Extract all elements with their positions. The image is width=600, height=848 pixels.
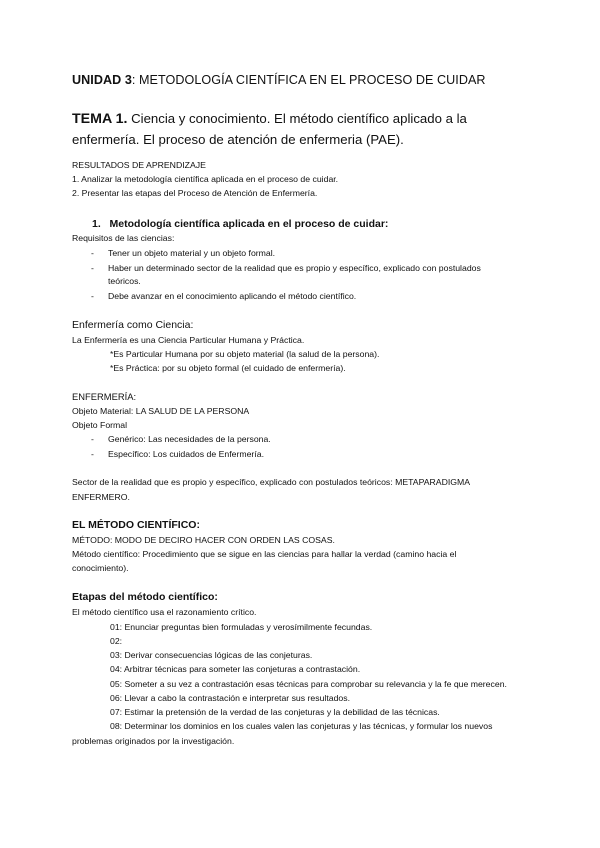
outcome-item: 1. Analizar la metodología científica aplicada en el proceso de cuidar. — [72, 174, 339, 184]
stages-intro: El método científico usa el razonamiento crítico. — [72, 607, 257, 617]
scientific-method-definition-continued: conocimiento). — [72, 563, 129, 573]
formal-object-item: Genérico: Las necesidades de la persona. — [108, 434, 271, 444]
section1-number: 1. — [92, 218, 101, 230]
stage-item: 05: Someter a su vez a contrastación esas técnicas para comprobar su relevancia y la fe que merecen. — [110, 679, 507, 689]
scientific-method-definition: Método científico: Procedimiento que se sigue en las ciencias para hallar la verdad (camino hacia el — [72, 549, 457, 559]
stage-item: 08: Determinar los dominios en los cuales valen las conjeturas y las técnicas, y formular los nuevos — [110, 721, 493, 731]
outcomes-heading: RESULTADOS DE APRENDIZAJE — [72, 160, 206, 170]
topic-label: TEMA 1. — [72, 111, 128, 127]
requirement-item: Haber un determinado sector de la realidad que es propio y específico, explicado con postulados — [108, 263, 481, 273]
stage-item: 07: Estimar la pretensión de la verdad de las conjeturas y la debilidad de las técnicas. — [110, 707, 440, 717]
bullet-dash: - — [91, 449, 94, 459]
method-definition: MÉTODO: MODO DE DECIRO HACER CON ORDEN LAS COSAS. — [72, 535, 335, 545]
science-point: *Es Particular Humana por su objeto material (la salud de la persona). — [110, 349, 380, 359]
stage-item: 04: Arbitrar técnicas para someter las conjeturas a contrastación. — [110, 664, 361, 674]
outcome-item: 2. Presentar las etapas del Proceso de Atención de Enfermería. — [72, 188, 318, 198]
unit-title: : METODOLOGÍA CIENTÍFICA EN EL PROCESO DE CUIDAR — [131, 73, 486, 87]
formal-object-item: Específico: Los cuidados de Enfermería. — [108, 449, 264, 459]
topic-title: Ciencia y conocimiento. El método científico aplicado a la enfermería. El proceso de atención de enfermeria (PAE). — [72, 111, 467, 147]
sector-text-continued: ENFERMERO. — [72, 492, 130, 502]
formal-object: Objeto Formal — [72, 420, 128, 430]
stage-item: 03: Derivar consecuencias lógicas de las conjeturas. — [110, 650, 313, 660]
bullet-dash: - — [91, 248, 94, 258]
sector-text: Sector de la realidad que es propio y específico, explicado con postulados teóricos: METAPARADIGMA — [72, 477, 471, 487]
requirement-item: Tener un objeto material y un objeto formal. — [108, 248, 276, 258]
stage-item-continued: problemas originados por la investigación. — [72, 736, 235, 746]
section1-heading — [92, 218, 388, 230]
stage-item: 01: Enunciar preguntas bien formuladas y verosímilmente fecundas. — [110, 622, 373, 632]
bullet-dash: - — [91, 434, 94, 444]
stage-item: 06: Llevar a cabo la contrastación e interpretar sus resultados. — [110, 693, 351, 703]
science-heading: Enfermería como Ciencia: — [72, 319, 194, 331]
unit-heading — [72, 73, 486, 87]
stages-heading: Etapas del método científico: — [72, 591, 218, 603]
science-intro: La Enfermería es una Ciencia Particular Humana y Práctica. — [72, 335, 305, 345]
bullet-dash: - — [91, 263, 94, 273]
material-object: Objeto Material: LA SALUD DE LA PERSONA — [72, 406, 250, 416]
science-point: *Es Práctica: por su objeto formal (el cuidado de enfermería). — [110, 363, 346, 373]
requirement-item: Debe avanzar en el conocimiento aplicando el método científico. — [108, 291, 357, 301]
requirement-item-continued: teóricos. — [108, 276, 141, 286]
requirements-heading: Requisitos de las ciencias: — [72, 233, 175, 243]
unit-label: UNIDAD 3 — [72, 73, 132, 87]
bullet-dash: - — [91, 291, 94, 301]
topic-heading — [72, 109, 532, 149]
section1-title: Metodología científica aplicada en el proceso de cuidar: — [109, 218, 389, 230]
method-heading: EL MÉTODO CIENTÍFICO: — [72, 519, 200, 531]
stage-item: 02: — [110, 636, 123, 646]
nursing-heading: ENFERMERÍA: — [72, 391, 137, 402]
